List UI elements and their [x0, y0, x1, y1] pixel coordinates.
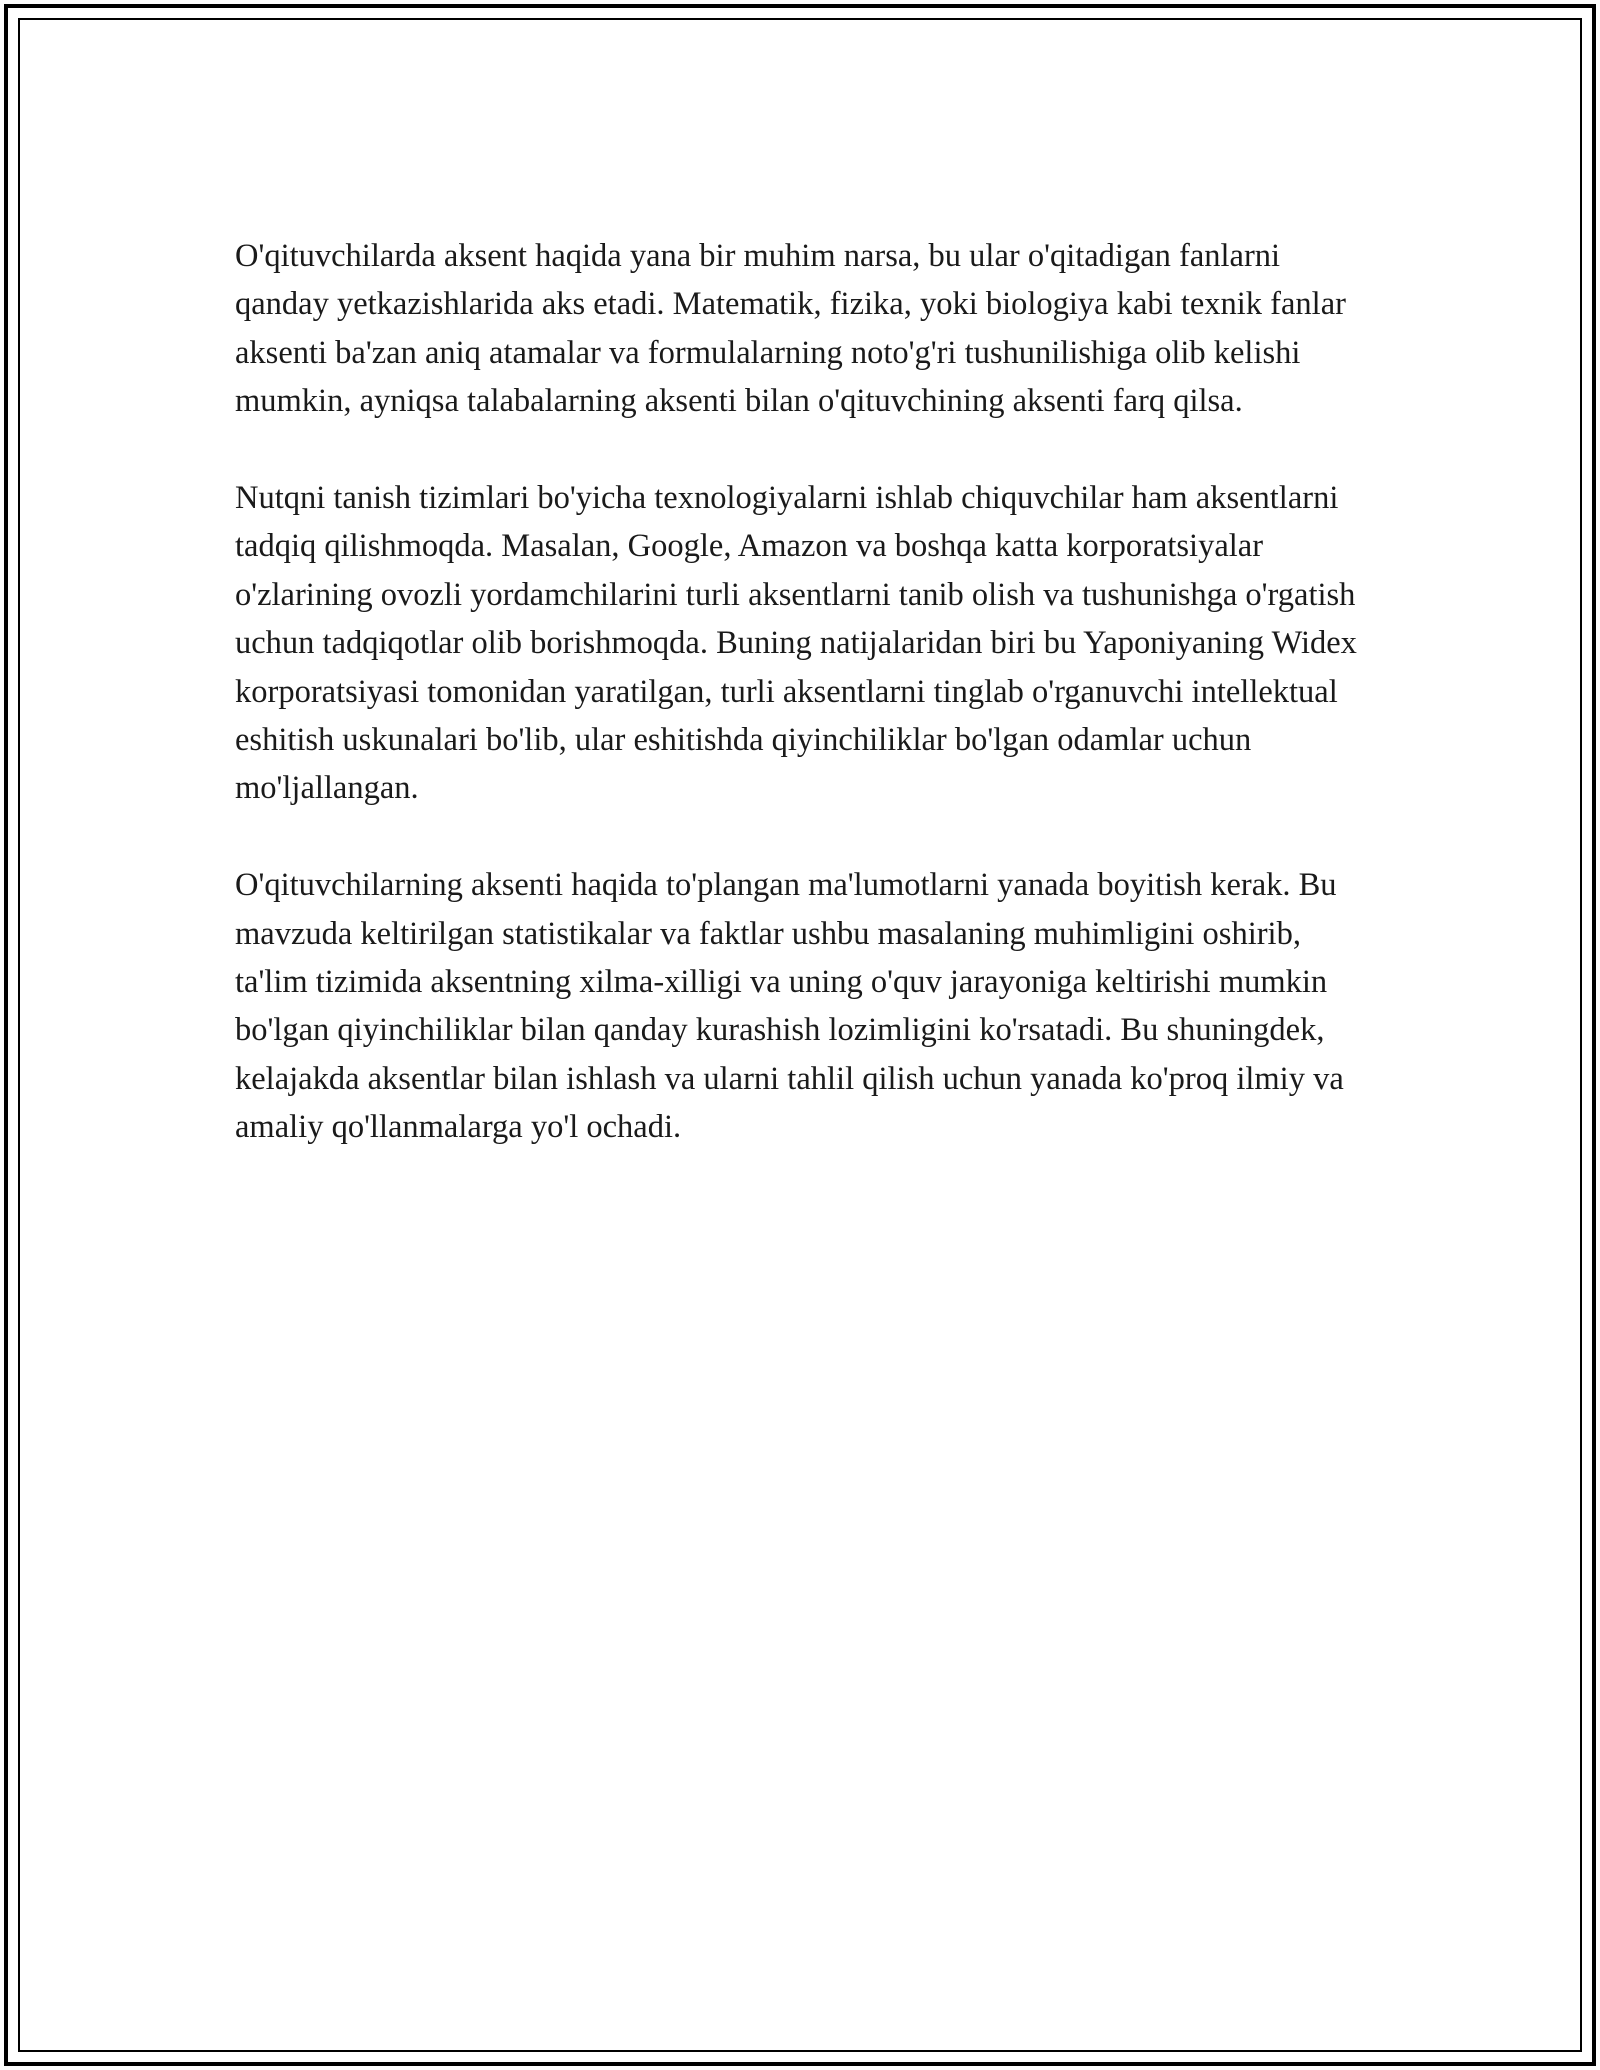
paragraph-3: O'qituvchilarning aksenti haqida to'plangan ma'lumotlarni yanada boyitish kerak. Bu mavzuda keltirilgan statistikalar va faktlar ushbu masalaning muhimligini oshirib, ta'lim tizimida aksentning xilma-xilligi va uning o'quv jarayoniga keltirishi mumkin bo'lgan qiyinchiliklar bilan qanday kurashish lozimligini ko'rsatadi. Bu shuningdek, kelajakda aksentlar bilan ishlash va ularni tahlil qilish uchun yanada ko'proq ilmiy va amaliy qo'llanmalarga yo'l ochadi. [235, 867, 1344, 1146]
document-body [235, 232, 1360, 1200]
paragraph-1: O'qituvchilarda aksent haqida yana bir muhim narsa, bu ular o'qitadigan fanlarni qanday yetkazishlarida aks etadi. Matematik, fizika, yoki biologiya kabi texnik fanlar aksenti ba'zan aniq atamalar va formulalarning noto'g'ri tushunilishiga olib kelishi mumkin, ayniqsa talabalarning aksenti bilan o'qituvchining aksenti farq qilsa. [235, 238, 1346, 420]
paragraph-2: Nutqni tanish tizimlari bo'yicha texnologiyalarni ishlab chiquvchilar ham aksentlarni tadqiq qilishmoqda. Masalan, Google, Amazon va boshqa katta korporatsiyalar o'zlarining ovozli yordamchilarini turli aksentlarni tanib olish va tushunishga o'rgatish uchun tadqiqotlar olib borishmoqda. Buning natijalaridan biri bu Yaponiyaning Widex korporatsiyasi tomonidan yaratilgan, turli aksentlarni tinglab o'rganuvchi intellektual eshitish uskunalari bo'lib, ular eshitishda qiyinchiliklar bo'lgan odamlar uchun mo'ljallangan. [235, 480, 1357, 807]
